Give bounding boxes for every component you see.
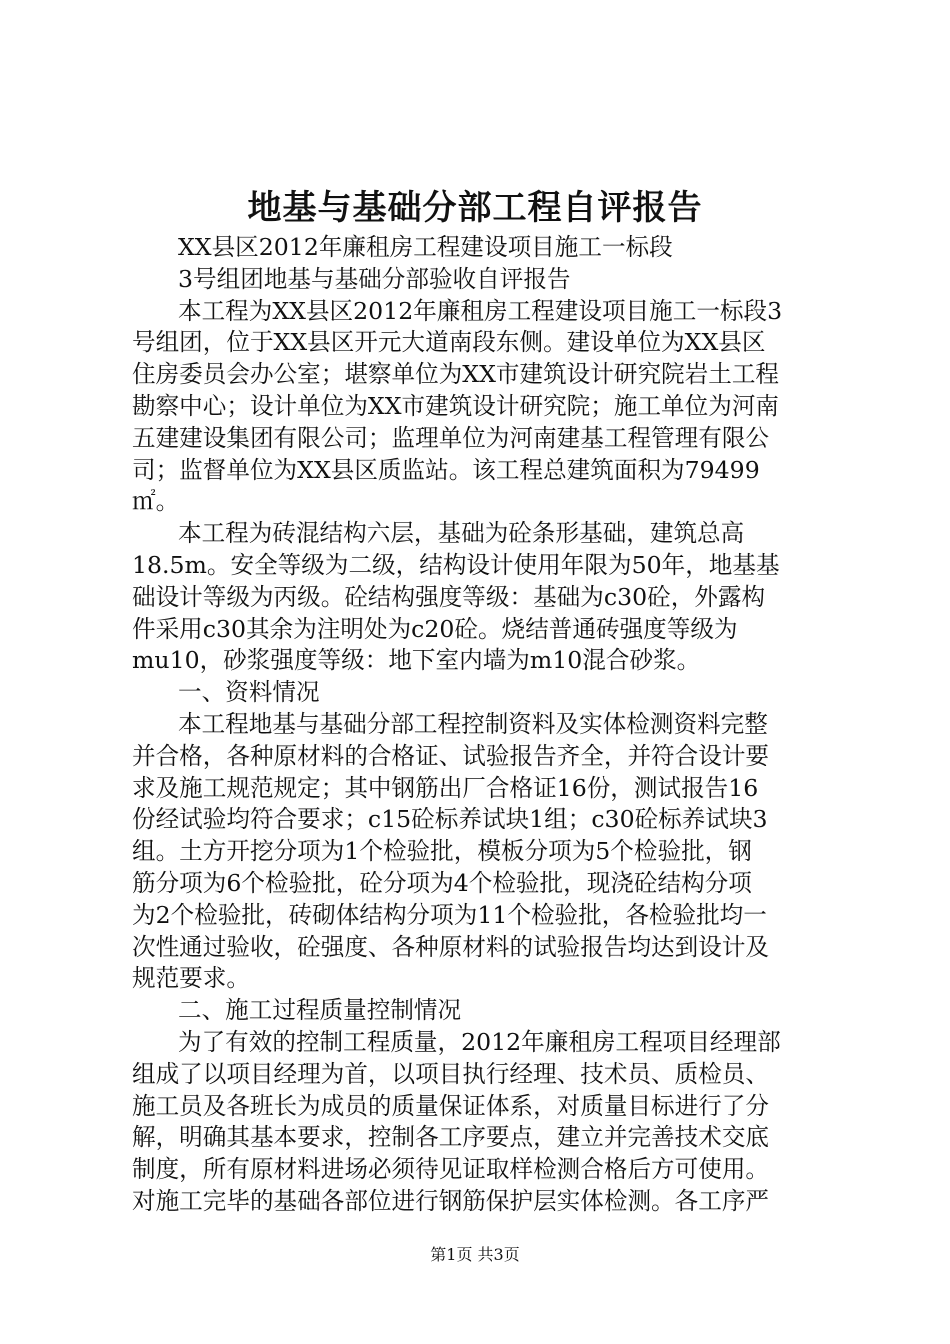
page-footer: 第1页 共3页 <box>430 1245 520 1264</box>
document-body <box>132 232 832 1218</box>
body-line: 本工程地基与基础分部工程控制资料及实体检测资料完整 <box>178 709 768 738</box>
body-line: 五建建设集团有限公司；监理单位为河南建基工程管理有限公 <box>132 423 770 452</box>
body-line: 3号组团地基与基础分部验收自评报告 <box>178 264 571 293</box>
body-line: 一、资料情况 <box>178 678 320 707</box>
body-line: 规范要求。 <box>132 964 250 993</box>
body-line: 施工员及各班长为成员的质量保证体系，对质量目标进行了分 <box>132 1091 770 1120</box>
body-line: 组。土方开挖分项为1个检验批，模板分项为5个检验批，钢 <box>132 837 752 866</box>
body-line: 18.5m。安全等级为二级，结构设计使用年限为50年，地基基 <box>132 550 780 579</box>
body-line: 司；监督单位为XX县区质监站。该工程总建筑面积为79499 <box>132 455 760 484</box>
body-line: 为2个检验批，砖砌体结构分项为11个检验批，各检验批均一 <box>132 900 767 929</box>
body-line: 筋分项为6个检验批，砼分项为4个检验批，现浇砼结构分项 <box>132 868 752 897</box>
body-line: 件采用c30其余为注明处为c20砼。烧结普通砖强度等级为 <box>132 614 738 643</box>
body-line: 对施工完毕的基础各部位进行钢筋保护层实体检测。各工序严 <box>132 1186 770 1215</box>
body-line: 并合格，各种原材料的合格证、试验报告齐全，并符合设计要 <box>132 741 770 770</box>
body-line: 次性通过验收，砼强度、各种原材料的试验报告均达到设计及 <box>132 932 770 961</box>
body-line: 本工程为XX县区2012年廉租房工程建设项目施工一标段3 <box>178 296 783 325</box>
body-line: 制度，所有原材料进场必须待见证取样检测合格后方可使用。 <box>132 1155 770 1184</box>
body-line: 住房委员会办公室；堪察单位为XX市建筑设计研究院岩土工程 <box>132 360 780 389</box>
body-line: 础设计等级为丙级。砼结构强度等级：基础为c30砼，外露构 <box>132 582 766 611</box>
body-line: 求及施工规范规定；其中钢筋出厂合格证16份，测试报告16 <box>132 773 759 802</box>
body-line: 本工程为砖混结构六层，基础为砼条形基础，建筑总高 <box>178 519 745 548</box>
document-title: 地基与基础分部工程自评报告 <box>247 188 703 228</box>
body-line: 勘察中心；设计单位为XX市建筑设计研究院；施工单位为河南 <box>132 391 780 420</box>
body-line: mu10，砂浆强度等级：地下室内墙为m10混合砂浆。 <box>132 646 701 675</box>
body-line: 份经试验均符合要求；c15砼标养试块1组；c30砼标养试块3 <box>132 805 768 834</box>
body-line: XX县区2012年廉租房工程建设项目施工一标段 <box>178 233 673 261</box>
body-line: 号组团，位于XX县区开元大道南段东侧。建设单位为XX县区 <box>132 328 766 357</box>
body-line: 组成了以项目经理为首，以项目执行经理、技术员、质检员、 <box>132 1059 770 1088</box>
body-line: 二、施工过程质量控制情况 <box>178 996 462 1025</box>
body-line: ㎡。 <box>132 487 180 516</box>
body-line: 为了有效的控制工程质量，2012年廉租房工程项目经理部 <box>178 1027 781 1056</box>
body-line: 解，明确其基本要求，控制各工序要点，建立并完善技术交底 <box>132 1123 770 1152</box>
